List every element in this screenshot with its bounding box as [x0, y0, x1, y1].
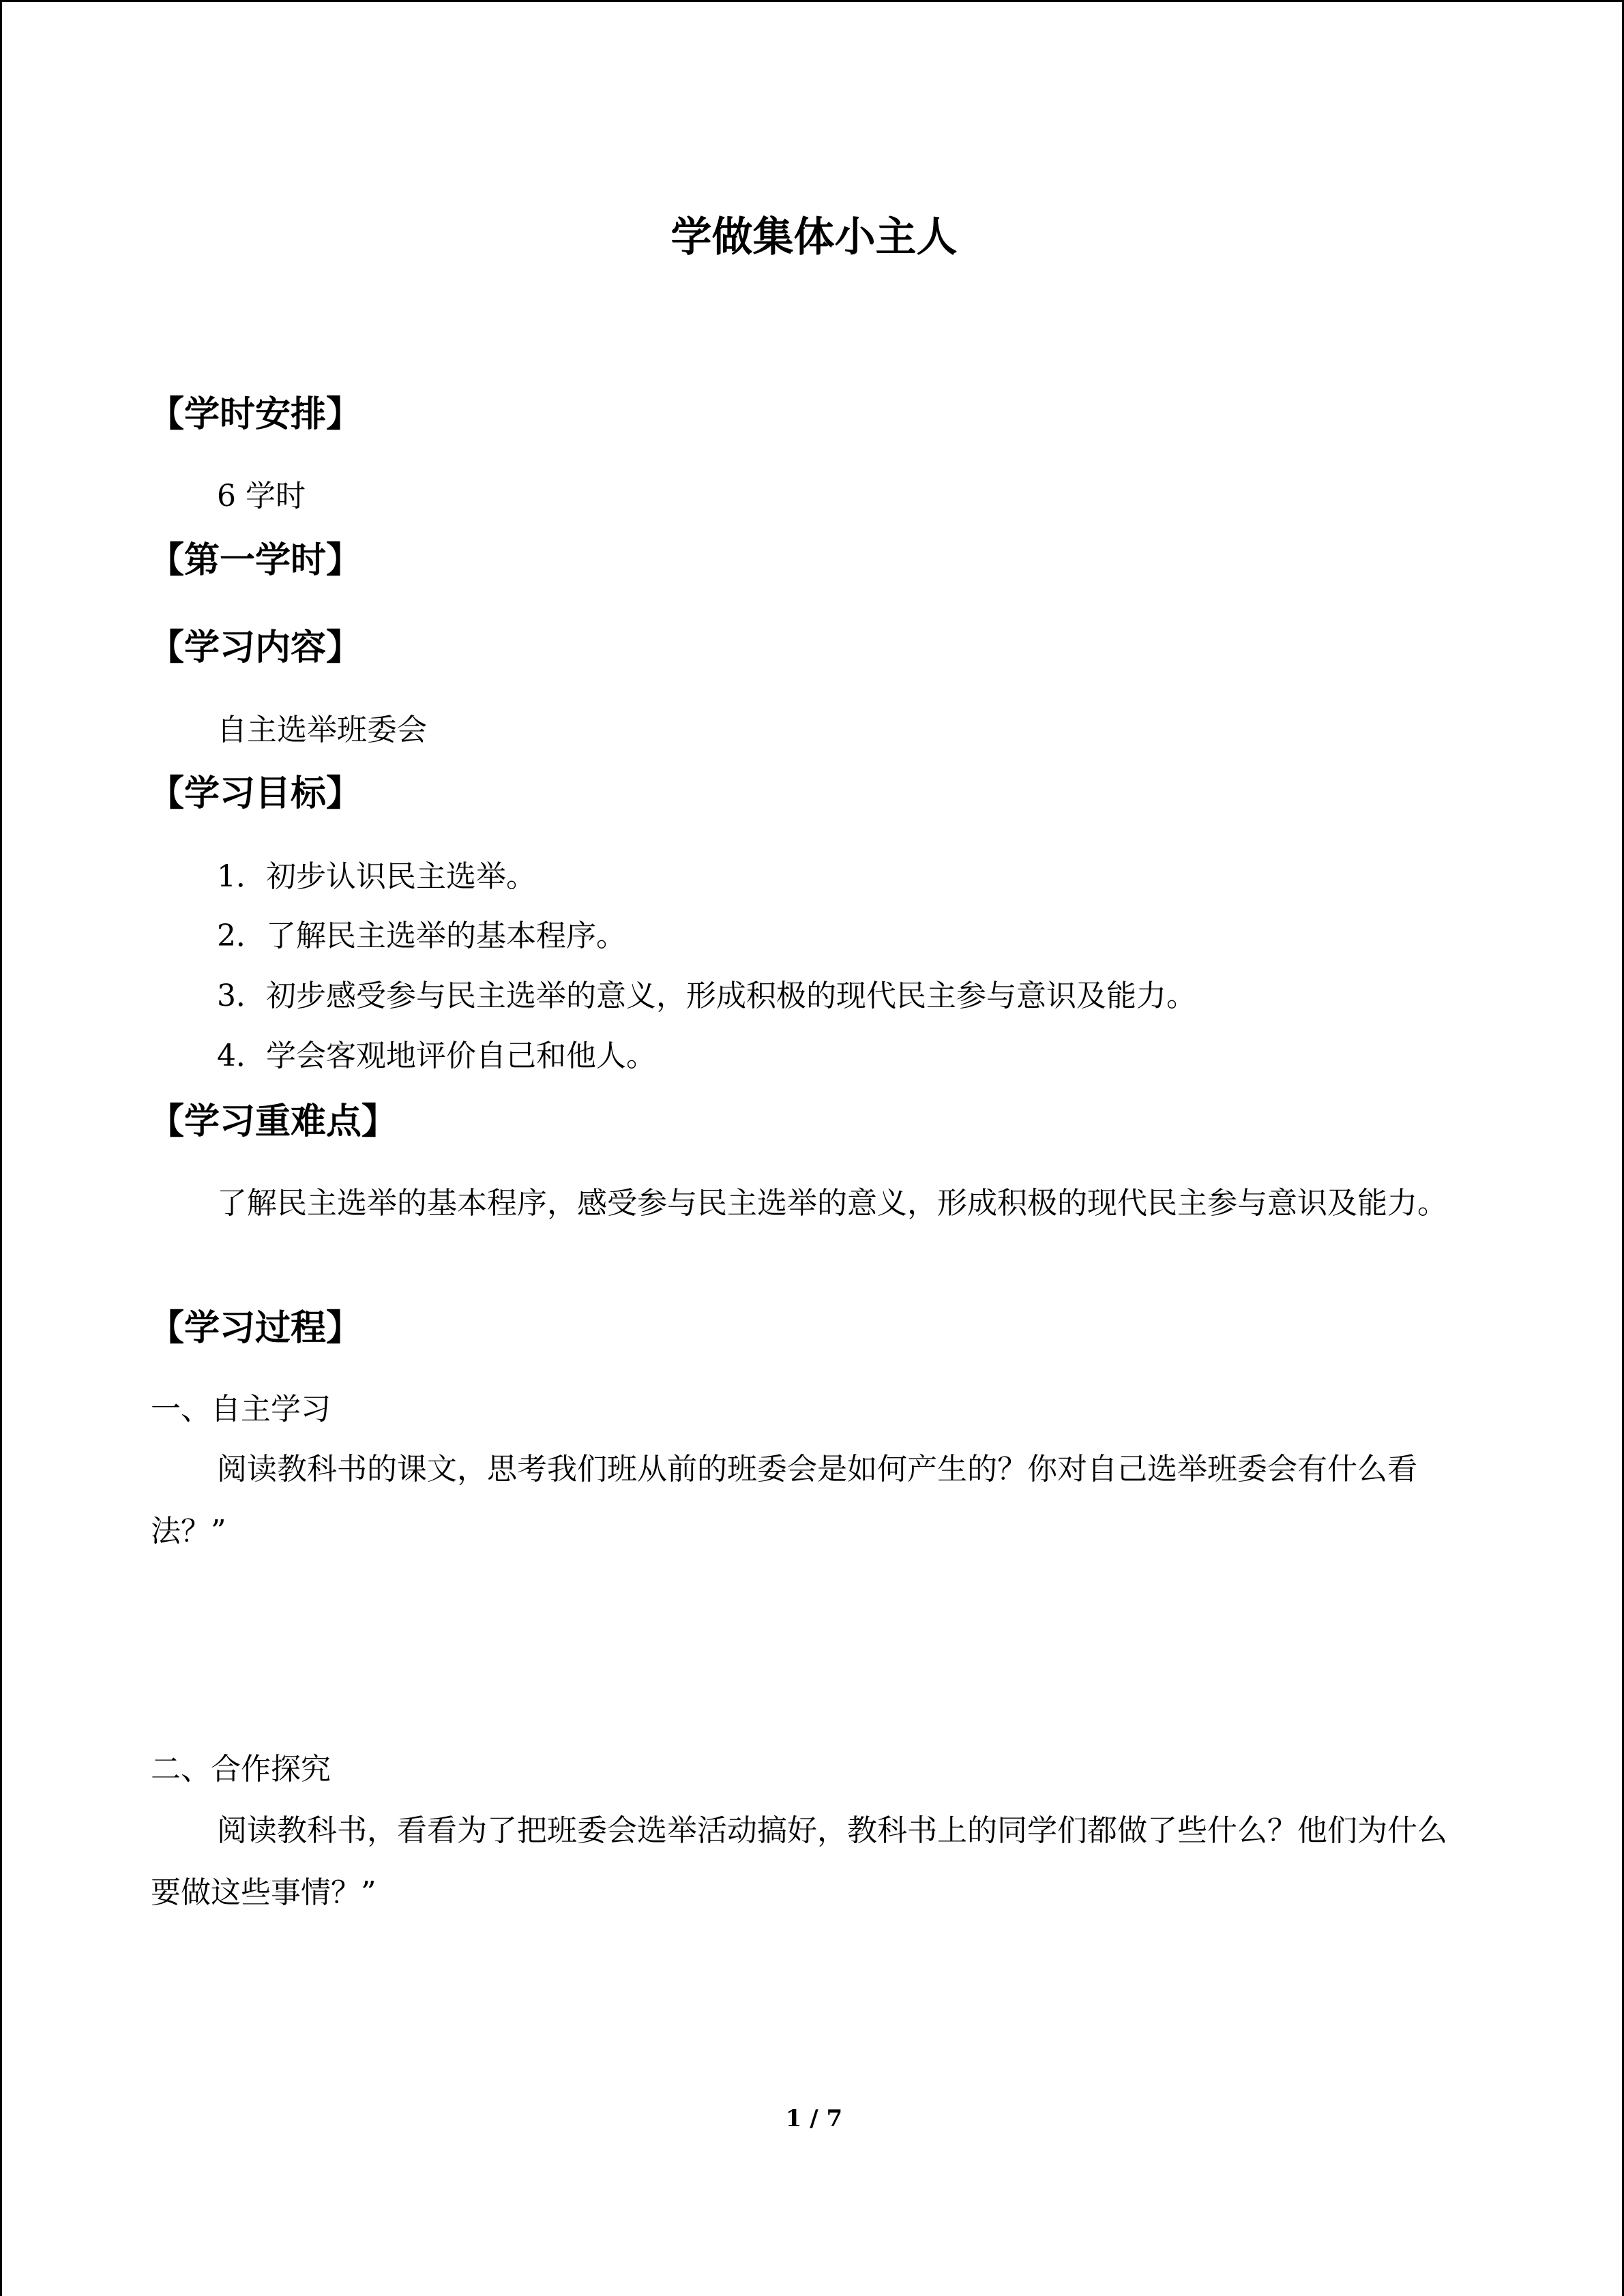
section-heading-first-period: 【第一学时】: [149, 540, 362, 581]
schedule-content: 6 学时: [217, 479, 306, 513]
key-points-paragraph: 了解民主选举的基本程序，感受参与民主选举的意义，形成积极的现代民主参与意识及能力。: [217, 1186, 1447, 1221]
page-number: 1 / 7: [785, 2105, 843, 2132]
objective-item-3: 3．初步感受参与民主选举的意义，形成积极的现代民主参与意识及能力。: [217, 979, 1196, 1013]
process-part2-title: 二、合作探究: [151, 1752, 331, 1787]
process-part2-paragraph: 阅读教科书，看看为了把班委会选举活动搞好，教科书上的同学们都做了些什么？他们为什么要做这些事情？”: [151, 1813, 1447, 1910]
section-heading-process: 【学习过程】: [149, 1308, 362, 1349]
page-title: 学做集体小主人: [670, 213, 958, 261]
objective-item-2: 2．了解民主选举的基本程序。: [217, 919, 626, 953]
section-heading-objectives: 【学习目标】: [149, 773, 362, 814]
section-heading-content: 【学习内容】: [149, 627, 362, 668]
section-heading-key-points: 【学习重难点】: [149, 1101, 398, 1142]
process-part1-paragraph: 阅读教科书的课文，思考我们班从前的班委会是如何产生的？你对自己选举班委会有什么看法？”: [151, 1452, 1417, 1549]
learning-content-text: 自主选举班委会: [217, 713, 427, 747]
objective-item-4: 4．学会客观地评价自己和他人。: [217, 1039, 656, 1073]
objective-item-1: 1．初步认识民主选举。: [217, 859, 536, 894]
section-heading-schedule: 【学时安排】: [149, 394, 362, 435]
process-part1-title: 一、自主学习: [151, 1392, 331, 1427]
